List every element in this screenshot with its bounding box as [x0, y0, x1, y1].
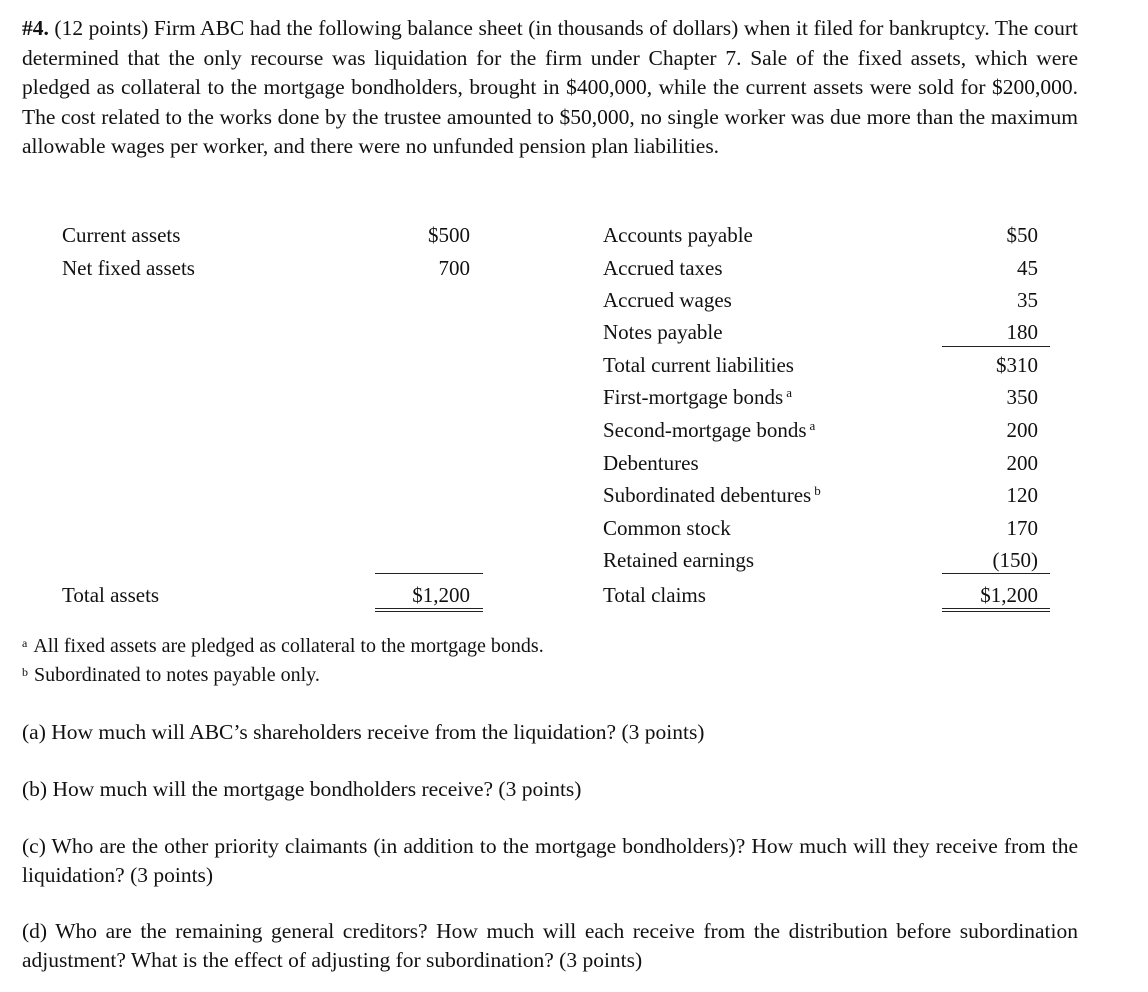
asset-value: 700 [438, 256, 470, 280]
claim-value: (150) [992, 548, 1038, 572]
assets-double-rule-1 [375, 608, 483, 609]
claim-value: 35 [1017, 288, 1038, 312]
footnotes [22, 632, 544, 690]
assets-double-rule-2 [375, 611, 483, 612]
footnote-a [22, 632, 544, 661]
total-claims-label: Total claims [603, 583, 706, 607]
asset-label: Current assets [62, 223, 181, 247]
claim-label [603, 384, 792, 410]
claim-label: Accounts payable [603, 223, 753, 247]
claim-label: Debentures [603, 451, 699, 475]
claims-double-rule-1 [942, 608, 1050, 609]
assets-total-rule [375, 573, 483, 574]
footnote-marker: b [814, 483, 821, 498]
total-assets-label: Total assets [62, 583, 160, 607]
claim-label: Notes payable [603, 320, 723, 344]
footnote-marker: a [809, 418, 816, 433]
problem-text: (12 points) Firm ABC had the following balance sheet (in thousands of dollars) when it filed for bankruptcy. The court determined that the only recourse was liquidation for the firm under Chapter 7. Sale of the fixed assets, which were pledged as collateral to the mortgage bondholders, brought in $400,000, while the current assets were sold for $200,000. The cost related to the works done by the trustee amounted to $50,000, no single worker was due more than the maximum allowable wages per worker, and there were no unfunded pension plan liabilities. [22, 16, 1078, 158]
footnote-marker: a [786, 385, 793, 400]
claim-label: Total current liabilities [603, 353, 794, 377]
question-c: (c) Who are the other priority claimants (in addition to the mortgage bondholders)? How much will they receive from the liquidation? (3 points) [22, 834, 1078, 887]
claim-value: 120 [1006, 483, 1038, 507]
claim-label-text: Second-mortgage bonds [603, 418, 807, 442]
asset-label: Net fixed assets [62, 256, 195, 280]
claim-value: 170 [1006, 516, 1038, 540]
question-a: (a) How much will ABC’s shareholders receive from the liquidation? (3 points) [22, 720, 705, 744]
claim-label: Accrued wages [603, 288, 732, 312]
claim-label [603, 417, 815, 443]
claim-value: 350 [1006, 385, 1038, 409]
claim-label: Retained earnings [603, 548, 755, 572]
claim-value: $310 [996, 353, 1038, 377]
footnote-b [22, 661, 544, 690]
claim-value: $50 [1006, 223, 1038, 247]
asset-value: $500 [428, 223, 470, 247]
total-claims-value: $1,200 [980, 583, 1038, 607]
problem-number: #4. [22, 16, 49, 40]
claim-value: 200 [1006, 451, 1038, 475]
footnote-text: All fixed assets are pledged as collateral to the mortgage bonds. [33, 635, 544, 657]
question-b: (b) How much will the mortgage bondholders receive? (3 points) [22, 777, 582, 801]
footnote-mark: a [22, 636, 28, 650]
claim-value: 180 [1006, 320, 1038, 344]
footnote-mark: b [22, 665, 28, 679]
claim-label: Common stock [603, 516, 731, 540]
claims-double-rule-2 [942, 611, 1050, 612]
claims-total-rule [942, 573, 1050, 574]
footnote-text: Subordinated to notes payable only. [34, 664, 320, 686]
claim-label-text: Subordinated debentures [603, 483, 812, 507]
total-assets-value: $1,200 [412, 583, 470, 607]
claim-label-text: First-mortgage bonds [603, 385, 784, 409]
claim-value: 45 [1017, 256, 1038, 280]
question-d: (d) Who are the remaining general creditors? How much will each receive from the distribution before subordination adjustment? What is the effect of adjusting for subordination? (3 points) [22, 919, 1078, 972]
current-liabilities-rule [942, 346, 1050, 347]
claim-label [603, 482, 821, 508]
claim-value: 200 [1006, 418, 1038, 442]
claim-label: Accrued taxes [603, 256, 723, 280]
